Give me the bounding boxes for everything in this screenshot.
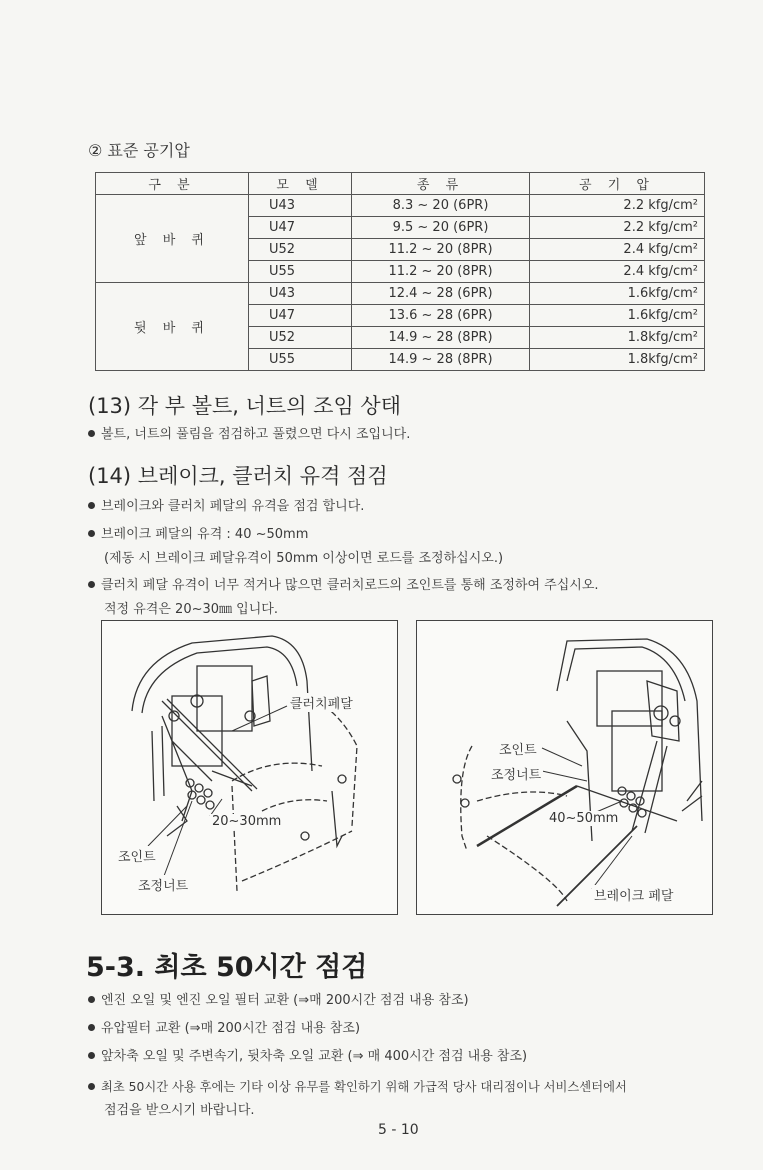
bullet-text: 브레이크 페달의 유격 : 40 ~50mm (101, 527, 309, 542)
pressure-cell: 2.2 kfg/cm² (530, 217, 705, 239)
section-14-bullet-1 (88, 497, 364, 517)
header-model: 모 델 (249, 173, 352, 195)
table-row (96, 195, 705, 217)
pressure-cell: 2.4 kfg/cm² (530, 239, 705, 261)
section-13-bullet (88, 425, 410, 445)
section-5-3-title: 5-3. 최초 50시간 점검 (86, 952, 368, 983)
brake-pedal-figure (416, 620, 713, 915)
model-cell: U43 (249, 283, 352, 305)
bullet-dot-icon (88, 1052, 95, 1059)
section-5-3-item-4-cont: 점검을 받으시기 바랍니다. (104, 1103, 255, 1118)
bullet-text: 앞차축 오일 및 주변속기, 뒷차축 오일 교환 (⇒ 매 400시간 점검 내용 참조) (101, 1049, 528, 1064)
standard-air-pressure-heading: ② 표준 공기압 (88, 141, 190, 160)
bullet-dot-icon (88, 996, 95, 1003)
model-cell: U52 (249, 327, 352, 349)
section-14-bullet-2-note: (제동 시 브레이크 페달유격이 50mm 이상이면 로드를 조정하십시오.) (104, 551, 504, 566)
pressure-cell: 1.6kfg/cm² (530, 283, 705, 305)
bullet-dot-icon (88, 502, 95, 509)
pressure-cell: 1.6kfg/cm² (530, 305, 705, 327)
tire-size-cell: 11.2 ~ 20 (8PR) (352, 239, 530, 261)
section-14-bullet-2 (88, 525, 308, 545)
clutch-pedal-figure (101, 620, 398, 915)
pressure-cell: 2.4 kfg/cm² (530, 261, 705, 283)
clutch-pedal-drawing (102, 621, 397, 914)
section-5-3-item-2 (88, 1019, 360, 1039)
bullet-dot-icon (88, 430, 95, 437)
model-cell: U55 (249, 261, 352, 283)
page-number: 5 - 10 (378, 1122, 419, 1138)
adjust-nut-label: 조정너트 (489, 764, 543, 783)
tire-size-cell: 14.9 ~ 28 (8PR) (352, 349, 530, 371)
table-header-row (96, 173, 705, 195)
bullet-dot-icon (88, 1024, 95, 1031)
tire-size-cell: 13.6 ~ 28 (6PR) (352, 305, 530, 327)
section-14-bullet-3-note: 적정 유격은 20~30㎜ 입니다. (104, 602, 278, 617)
front-wheel-label: 앞 바 퀴 (96, 195, 249, 283)
bullet-text: 엔진 오일 및 엔진 오일 필터 교환 (⇒매 200시간 점검 내용 참조) (101, 993, 469, 1008)
bullet-text: 유압필터 교환 (⇒매 200시간 점검 내용 참조) (101, 1021, 361, 1036)
tire-size-cell: 8.3 ~ 20 (6PR) (352, 195, 530, 217)
model-cell: U47 (249, 217, 352, 239)
section-5-3-item-3 (88, 1047, 527, 1067)
section-5-3-item-1 (88, 991, 469, 1011)
section-13-title: (13) 각 부 볼트, 너트의 조임 상태 (88, 394, 401, 418)
brake-pedal-label: 브레이크 페달 (592, 885, 675, 904)
bullet-text: 볼트, 너트의 풀림을 점검하고 풀렸으면 다시 조입니다. (101, 427, 411, 442)
section-14-title: (14) 브레이크, 클러치 유격 점검 (88, 464, 388, 488)
model-cell: U55 (249, 349, 352, 371)
clutch-gap-label: 20~30mm (212, 814, 282, 829)
air-pressure-table (95, 172, 705, 371)
bullet-dot-icon (88, 1083, 95, 1090)
bullet-text: 최초 50시간 사용 후에는 기타 이상 유무를 확인하기 위해 가급적 당사 대리점이나 서비스센터에서 (101, 1080, 627, 1094)
tire-size-cell: 9.5 ~ 20 (6PR) (352, 217, 530, 239)
adjust-nut-label: 조정너트 (136, 875, 190, 894)
header-category: 구 분 (96, 173, 249, 195)
model-cell: U47 (249, 305, 352, 327)
model-cell: U52 (249, 239, 352, 261)
section-14-bullet-3 (88, 576, 599, 596)
section-5-3-item-4 (88, 1077, 627, 1097)
clutch-pedal-label: 클러치페달 (288, 693, 355, 712)
joint-label: 조인트 (116, 846, 158, 865)
bullet-dot-icon (88, 581, 95, 588)
pressure-cell: 1.8kfg/cm² (530, 327, 705, 349)
tire-size-cell: 14.9 ~ 28 (8PR) (352, 327, 530, 349)
brake-gap-label: 40~50mm (549, 811, 619, 826)
brake-pedal-drawing (417, 621, 712, 914)
bullet-text: 브레이크와 클러치 페달의 유격을 점검 합니다. (101, 499, 365, 514)
pressure-cell: 2.2 kfg/cm² (530, 195, 705, 217)
header-pressure: 공 기 압 (530, 173, 705, 195)
bullet-text: 클러치 페달 유격이 너무 적거나 많으면 클러치로드의 조인트를 통해 조정하여 주십시오. (101, 578, 599, 593)
tire-size-cell: 12.4 ~ 28 (6PR) (352, 283, 530, 305)
model-cell: U43 (249, 195, 352, 217)
table-row (96, 283, 705, 305)
header-type: 종 류 (352, 173, 530, 195)
rear-wheel-label: 뒷 바 퀴 (96, 283, 249, 371)
bullet-dot-icon (88, 530, 95, 537)
tire-size-cell: 11.2 ~ 20 (8PR) (352, 261, 530, 283)
pressure-cell: 1.8kfg/cm² (530, 349, 705, 371)
joint-label: 조인트 (497, 739, 539, 758)
